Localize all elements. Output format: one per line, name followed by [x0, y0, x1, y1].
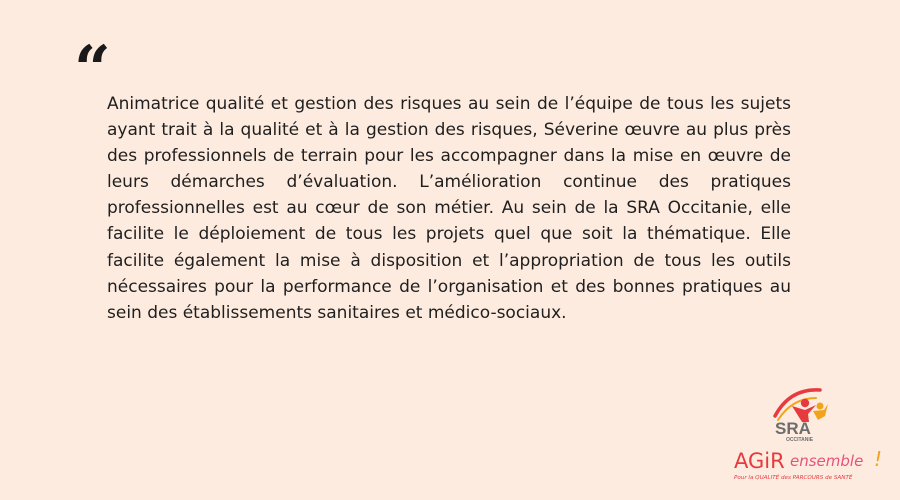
logo-sra-text: SRA — [775, 419, 811, 438]
logo-figure-head-orange — [817, 403, 824, 410]
quote-mark-icon: “ — [74, 32, 111, 107]
sra-occitanie-logo — [728, 384, 888, 494]
logo-figure-head-red — [801, 399, 809, 407]
logo-tagline: Pour la QUALITÉ des PARCOURS de SANTÉ — [734, 475, 853, 481]
logo-slogan-agir: AGiR — [734, 449, 785, 473]
logo-slogan-ensemble: ensemble — [790, 452, 864, 470]
logo-slogan-exclamation: ! — [874, 447, 883, 471]
logo-region-text: OCCITANIE — [786, 437, 814, 443]
testimonial-quote: Animatrice qualité et gestion des risques au sein de l’équipe de tous les sujets ayant trait à la qualité et à la gestion des risques, Séverine œuvre au plus près des professionnels de terrain pour les accompagner dans la mise en œuvre de leurs démarches d’évaluation. L’amélioration continue des pratiques professionnelles est au cœur de son métier. Au sein de la SRA Occitanie, elle facilite le déploiement de tous les projets quel que soit la thématique. Elle facilite également la mise à disposition et l’appropriation de tous les outils nécessaires pour la performance de l’organisation et des bonnes pratiques au sein des établissements sanitaires et médico-sociaux. — [107, 94, 791, 323]
